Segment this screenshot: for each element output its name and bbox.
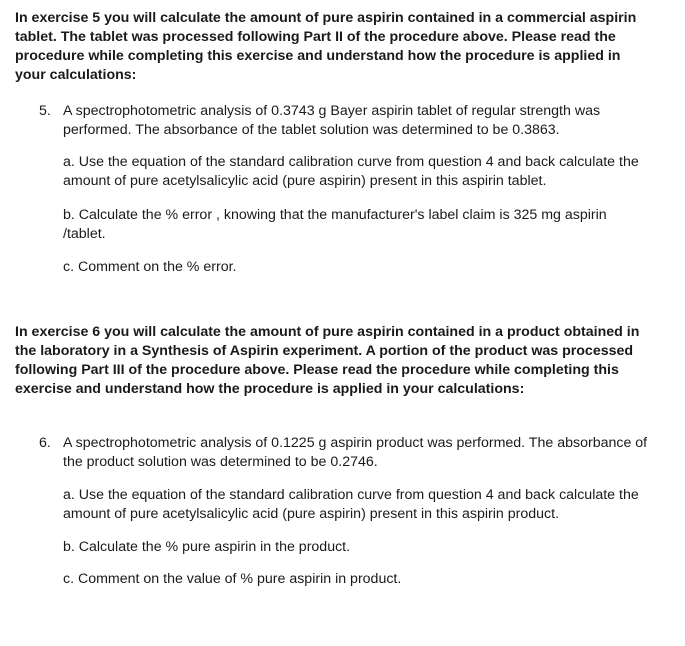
exercise-6-part-b: b. Calculate the % pure aspirin in the product.: [63, 539, 351, 555]
exercise-5-part-b: b. Calculate the % error , knowing that the manufacturer's label claim is 325 mg aspirin /tablet.: [63, 207, 607, 242]
exercise-5-intro: In exercise 5 you will calculate the amount of pure aspirin contained in a commercial aspirin tablet. The tablet was processed following Part II of the procedure above. Please read the procedure while completing this exercise and understand how the procedure is applied in your calculations:: [15, 10, 637, 83]
exercise-6-part-c: c. Comment on the value of % pure aspirin in product.: [63, 571, 402, 587]
exercise-6-question: [39, 434, 659, 472]
question-text: A spectrophotometric analysis of 0.3743 g Bayer aspirin tablet of regular strength was performed. The absorbance of the tablet solution was determined to be 0.3863.: [63, 103, 601, 138]
exercise-5-question: [39, 102, 659, 140]
exercise-5-part-a: a. Use the equation of the standard calibration curve from question 4 and back calculate the amount of pure acetylsalicylic acid (pure aspirin) present in this aspirin tablet.: [63, 154, 639, 189]
exercise-5-part-c: c. Comment on the % error.: [63, 259, 237, 275]
exercise-6-intro: In exercise 6 you will calculate the amount of pure aspirin contained in a product obtained in the laboratory in a Synthesis of Aspirin experiment. A portion of the product was processed following Part III of the procedure above. Please read the procedure while completing this exercise and understand how the procedure is applied in your calculations:: [15, 324, 640, 397]
question-number: 5.: [39, 103, 51, 119]
question-text: A spectrophotometric analysis of 0.1225 g aspirin product was performed. The absorbance of the product solution was determined to be 0.2746.: [63, 435, 648, 470]
question-number: 6.: [39, 435, 51, 451]
exercise-6-part-a: a. Use the equation of the standard calibration curve from question 4 and back calculate the amount of pure acetylsalicylic acid (pure aspirin) present in this aspirin product.: [63, 487, 639, 522]
